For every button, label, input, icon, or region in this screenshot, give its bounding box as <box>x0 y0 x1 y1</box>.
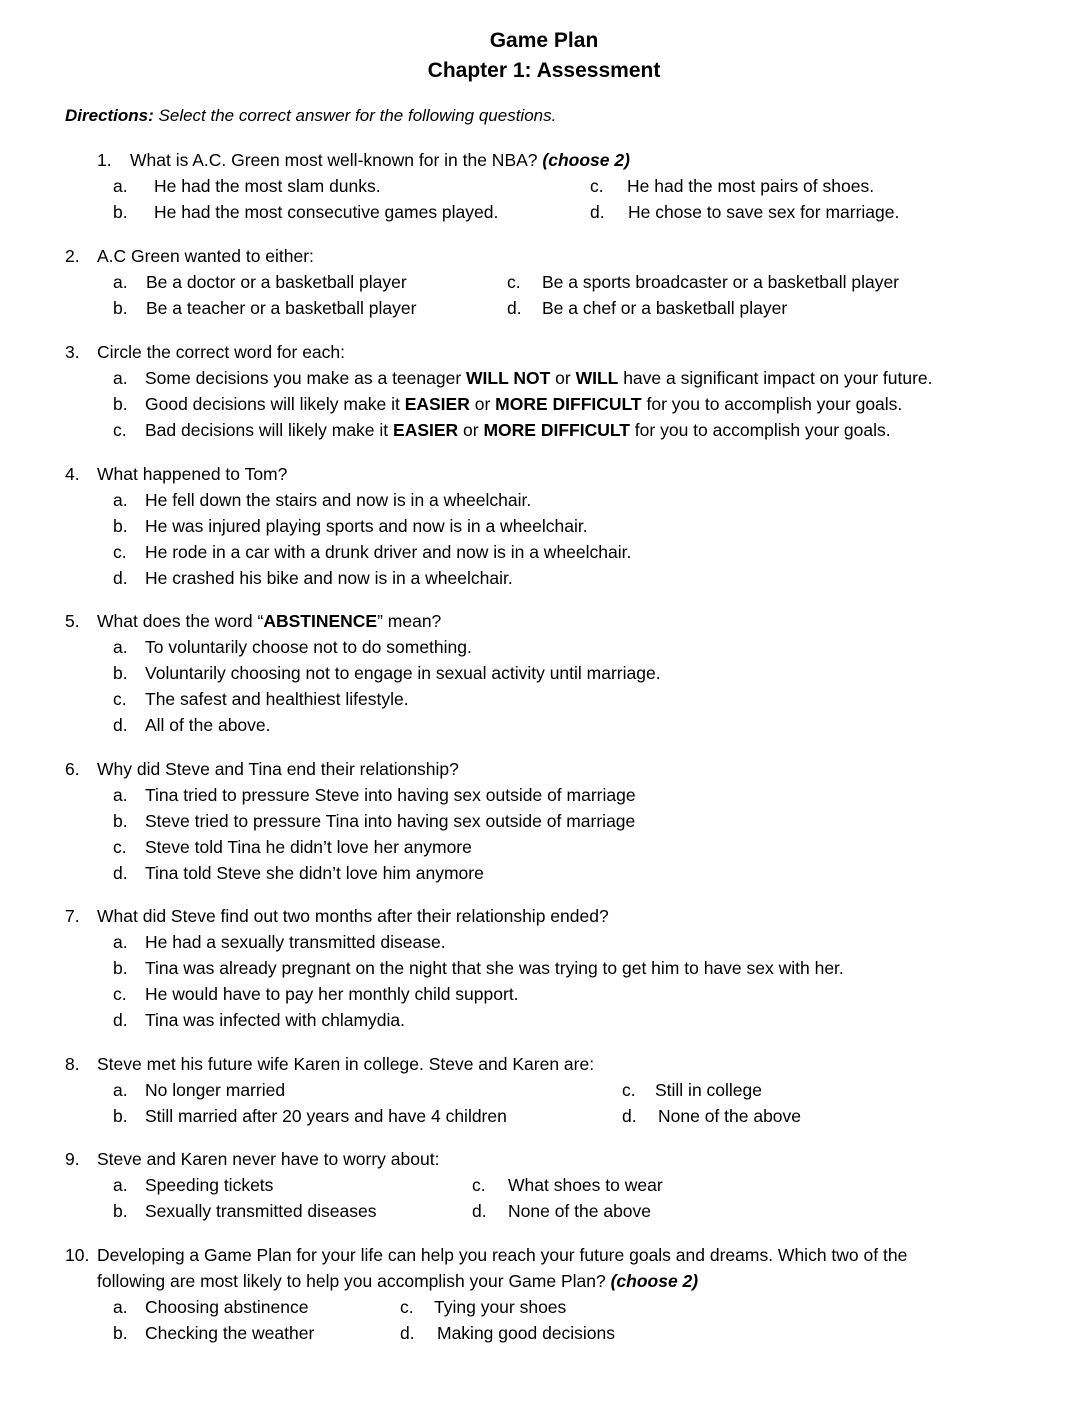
question-number: 7. <box>65 906 80 926</box>
keyword: ABSTINENCE <box>263 611 378 631</box>
choose-note: (choose 2) <box>542 150 630 170</box>
question-text: Developing a Game Plan for your life can help you reach your future goals and dreams. Which two of the <box>97 1245 908 1265</box>
question-number: 3. <box>65 342 80 362</box>
choice-word[interactable]: MORE DIFFICULT <box>483 420 630 440</box>
directions <box>65 105 556 127</box>
question-number: 4. <box>65 464 80 484</box>
choice-word[interactable]: EASIER <box>404 394 470 414</box>
question-number: 6. <box>65 759 80 779</box>
question-number: 9. <box>65 1149 80 1169</box>
question-number: 10. <box>65 1245 90 1265</box>
assessment-page: Game Plan Chapter 1: Assessment Directions: Select the correct answer for the following questions. 1. What is A.C. Green most well-known for in the NBA? (choose 2) a. He had the most slam dunks. b. He had the most consecutive games played. c. He had the most pairs of shoes. d. He chose to save sex for marriage. 2. A.C Green wanted to either: a. Be a doctor or a basketball player b. Be a teacher or a basketball player c. Be a sports broadcaster or a basketball player d. Be a chef or a basketball player 3. Circle the correct word for each: a. Some decisions you make as a teenager WILL NOT or WILL have a significant impact on your future. b. Good decisions will likely make it EASIER or MORE DIFFICULT for you to accomplish your goals. c. Bad decisions will likely make it EASIER or MORE DIFFICULT for you to accomplish your goals. 4. What happened to Tom? a. He fell down the stairs and now is in a wheelchair. b. He was injured playing sports and now is in a wheelchair. c. He rode in a car with a drunk driver and now is in a wheelchair. d. He crashed his bike and now is in a wheelchair. 5. What does the word “ABSTINENCE” mean? a. To voluntarily choose not to do something. b. Voluntarily choosing not to engage in sexual activity until marriage. c. The safest and healthiest lifestyle. d. All of the above. 6. Why did Steve and Tina end their relationship? a. Tina tried to pressure Steve into having sex outside of marriage b. Steve tried to pressure Tina into having sex outside of marriage c. Steve told Tina he didn’t love her anymore d. Tina told Steve she didn’t love him anymore 7. What did Steve find out two months after their relationship ended? a. He had a sexually transmitted disease. b. Tina was already pregnant on the night that she was trying to get him to have sex with her. c. He would have to pay her monthly child support. d. Tina was infected with chlamydia. 8. Steve met his future wife Karen in college. Steve and Karen are: a. No longer married b. Still married after 20 years and have 4 children c. Still in college d. None of the above 9. Steve and Karen never have to worry about: a. Speeding tickets b. Sexually transmitted diseases c. What shoes to wear d. None of the above 10. Developing a Game Plan for your life can help you reach your future goals and dreams. Which two of the following are most likely to help you accomplish your Game Plan? (choose 2) a. Choosing abstinence b. Checking the weather c. Tying your shoes d. Making good decisions <box>0 0 1088 1408</box>
question-text: A.C Green wanted to either: <box>97 246 314 266</box>
question-text: Steve met his future wife Karen in college. Steve and Karen are: <box>97 1054 595 1074</box>
choice-word[interactable]: WILL NOT <box>466 368 551 388</box>
question-text: What does the word “ABSTINENCE” mean? <box>97 611 442 631</box>
question-number: 8. <box>65 1054 80 1074</box>
question-text: Why did Steve and Tina end their relationship? <box>97 759 459 779</box>
question-text: Steve and Karen never have to worry about: <box>97 1149 440 1169</box>
question-text: What did Steve find out two months after their relationship ended? <box>97 906 609 926</box>
choose-note: (choose 2) <box>610 1271 699 1291</box>
page-subtitle: Chapter 1: Assessment <box>427 59 661 82</box>
question-text-continued: following are most likely to help you accomplish your Game Plan? (choose 2) <box>97 1271 699 1291</box>
directions-text: Select the correct answer for the following questions. <box>153 106 557 125</box>
question-number: 1. <box>97 150 112 170</box>
question-text: Circle the correct word for each: <box>97 342 346 362</box>
question-text: What happened to Tom? <box>97 464 288 484</box>
question-number: 2. <box>65 246 80 266</box>
choice-word[interactable]: WILL <box>575 368 619 388</box>
question-number: 5. <box>65 611 80 631</box>
directions-label: Directions: <box>65 106 154 125</box>
choice-word[interactable]: EASIER <box>393 420 459 440</box>
question-text: What is A.C. Green most well-known for in the NBA? (choose 2) <box>130 150 630 170</box>
choice-word[interactable]: MORE DIFFICULT <box>495 394 642 414</box>
page-title: Game Plan <box>489 29 599 52</box>
